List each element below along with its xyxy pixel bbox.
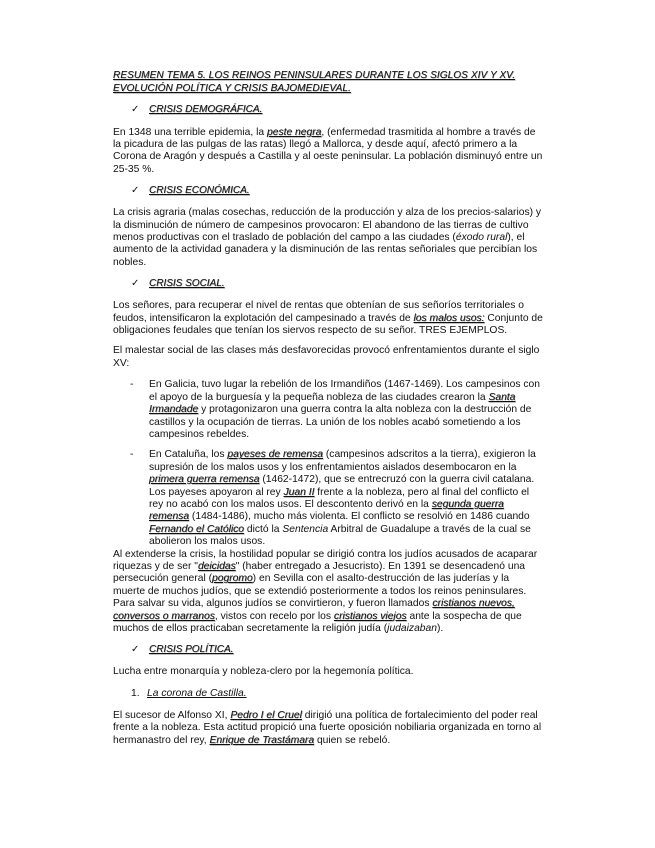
subheading-label: La corona de Castilla. (147, 687, 247, 699)
paragraph-social-2: El malestar social de las clases más desfavorecidas provocó enfrentamientos durante el siglo XV: (113, 345, 540, 369)
section-heading-politica (113, 642, 543, 658)
subheading-number: 1. (131, 687, 140, 699)
paragraph-politica-1: Lucha entre monarquía y nobleza-clero por la hegemonía política. (113, 666, 414, 678)
conflict-list (113, 379, 543, 548)
document-title: RESUMEN TEMA 5. LOS REINOS PENINSULARES DURANTE LOS SIGLOS XIV Y XV. EVOLUCIÓN POLÍTICA Y CRISIS BAJOMEDIEVAL. (113, 70, 516, 94)
check-icon: ✓ (131, 104, 140, 116)
check-icon: ✓ (131, 185, 140, 197)
list-item-galicia: - En Galicia, tuvo lugar la rebelión de los Irmandiños (1467-1469). Los campesinos con el apoyo de la burguesía y la pequeña nobleza de las ciudades crearon la Santa Irmandade y protagonizaron una guerra contra la alta nobleza con la destrucción de castillos y la ocupación de tierras. La unión de los nobles acabó sometiendo a los campesinos rebeldes. (130, 379, 540, 440)
section-label: CRISIS SOCIAL. (149, 278, 225, 290)
check-icon: ✓ (131, 644, 140, 656)
section-heading-demografica (113, 103, 543, 119)
list-item-cataluna: - En Cataluña, los payeses de remensa (campesinos adscritos a la tierra), exigieron la supresión de los malos usos y los enfrentamientos aislados desembocaron en la primera guerra remensa (1462-1472), que se entrecruzó con la guerra civil catalana. Los payeses apoyaron al rey Juan II frente a la nobleza, pero al final del conflicto el rey no acabó con los malos usos. El descontento derivó en la segunda guerra remensa (1484-1486), mucho más violenta. El conflicto se resolvió en 1486 cuando Fernando el Católico dictó la Sentencia Arbitral de Guadalupe a través de la cual se abolieron los malos usos. (130, 449, 536, 548)
section-label: CRISIS ECONÓMICA. (149, 185, 250, 197)
document-page (113, 70, 543, 747)
paragraph-economica: La crisis agraria (malas cosechas, reducción de la producción y alza de los precios-salarios) y la disminución de número de campesinos provocaron: El abandono de las tierras de cultivo menos productivas con el traslado de población del campo a las ciudades (éxodo rural), el aumento de la actividad ganadera y la disminución de las rentas señoriales que percibían los nobles. (113, 207, 542, 268)
paragraph-demografica: En 1348 una terrible epidemia, la peste negra, (enfermedad trasmitida al hombre a través de la picadura de las pulgas de las ratas) llegó a Mallorca, y desde aquí, afectó primero a la Corona de Aragón y después a Castilla y al oeste peninsular. La población disminuyó entre un 25-35 %. (113, 126, 543, 175)
check-icon: ✓ (131, 278, 140, 290)
paragraph-social-3: Al extenderse la crisis, la hostilidad popular se dirigió contra los judíos acusados de acaparar riquezas y de ser "deicidas" (haber entregado a Jesucristo). En 1391 se desencadenó una persecución general (pogromo) en Sevilla con el asalto-destrucción de las juderías y la muerte de muchos judíos, que se extendió posteriormente a todos los reinos peninsulares. Para salvar su vida, algunos judíos se convirtieron, y fueron llamados cristianos nuevos, conversos o marranos, vistos con recelo por los cristianos viejos ante la sospecha de que muchos de ellos practicaban secretamente la religión judía (judaizaban). (113, 548, 538, 634)
section-label: CRISIS POLÍTICA. (149, 644, 234, 656)
list-bullet: - (130, 379, 134, 391)
paragraph-social-1: Los señores, para recuperar el nivel de rentas que obtenían de sus señoríos territoriales o feudos, intensificaron la explotación del campesinado a través de los malos usos: Conjunto de obligaciones feudales que tenían los siervos respecto de su señor. TRES EJEMPLOS. (113, 300, 543, 337)
subheading-castilla (113, 688, 543, 702)
list-bullet: - (130, 449, 134, 461)
section-label: CRISIS DEMOGRÁFICA. (149, 104, 263, 116)
paragraph-politica-2: El sucesor de Alfonso XI, Pedro I el Cruel dirigió una política de fortalecimiento del poder real frente a la nobleza. Esta actitud propició una fuerte oposición nobiliaria organizada en torno al hermanastro del rey, Enrique de Trastámara quien se rebeló. (113, 709, 542, 746)
section-heading-economica (113, 183, 543, 199)
section-heading-social (113, 276, 543, 292)
